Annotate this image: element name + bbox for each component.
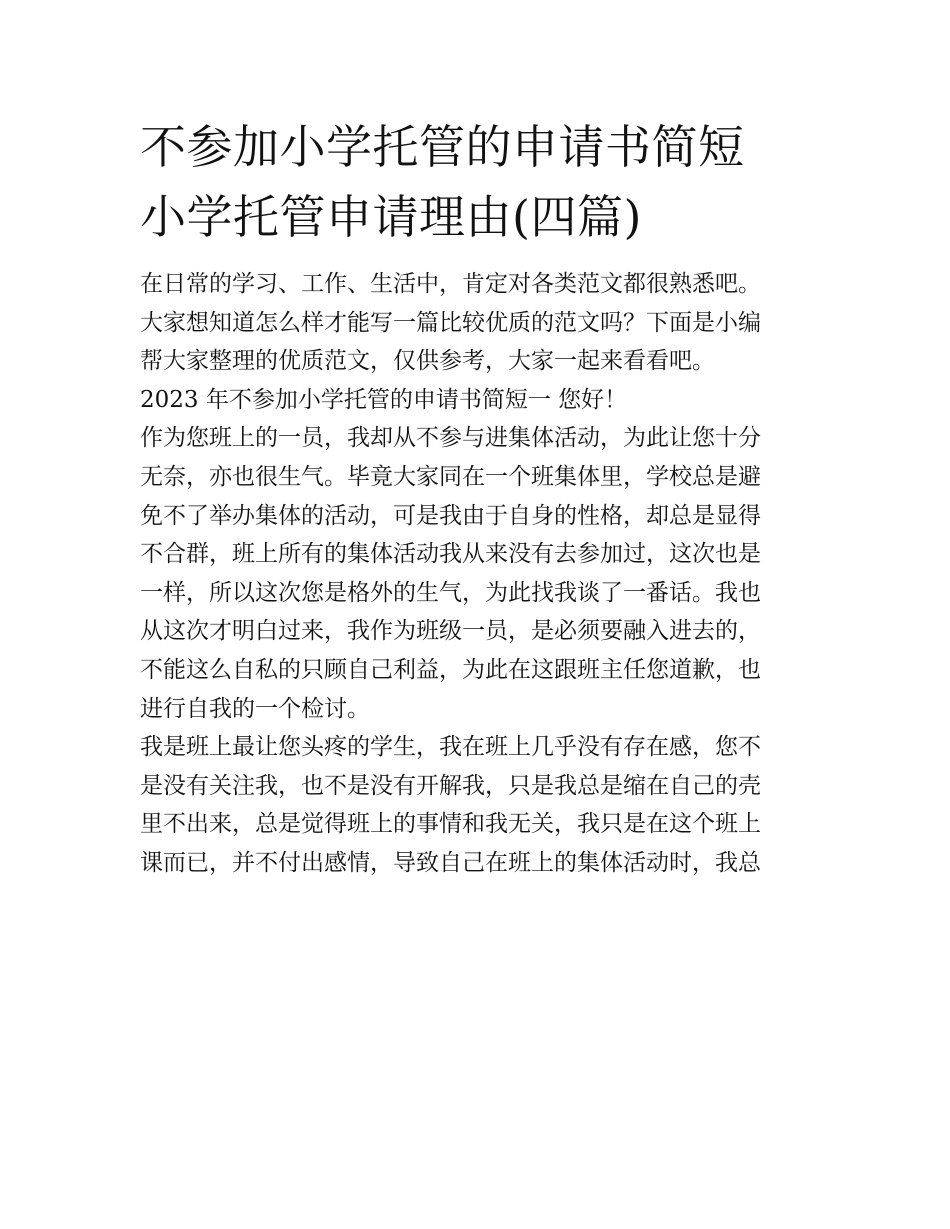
text-line: 是没有关注我，也不是没有开解我，只是我总是缩在自己的壳 (140, 772, 761, 799)
text-line: 无奈，亦也很生气。毕竟大家同在一个班集体里，学校总是避 (140, 463, 761, 490)
paragraph-heading (140, 381, 815, 420)
text-line: 帮大家整理的优质范文，仅供参考，大家一起来看看吧。 (140, 348, 715, 375)
title-line: 不参加小学托管的申请书简短 (140, 120, 745, 174)
text-line: 进行自我的一个检讨。 (140, 695, 370, 722)
text-line: 一样，所以这次您是格外的生气，为此找我谈了一番话。我也 (140, 579, 761, 606)
title-line: 小学托管申请理由(四篇) (140, 190, 642, 244)
text-line: 从这次才明白过来，我作为班级一员，是必须要融入进去的， (140, 618, 761, 645)
document-body (140, 265, 815, 883)
text-line: 在日常的学习、工作、生活中，肯定对各类范文都很熟悉吧。 (140, 271, 761, 297)
text-line: 大家想知道怎么样才能写一篇比较优质的范文吗？下面是小编 (140, 309, 761, 336)
text-line: 我是班上最让您头疼的学生，我在班上几乎没有存在感，您不 (140, 734, 761, 761)
paragraph-intro (140, 265, 815, 381)
text-line: 里不出来，总是觉得班上的事情和我无关，我只是在这个班上 (140, 811, 761, 838)
text-line: 课而已，并不付出感情，导致自己在班上的集体活动时，我总 (140, 849, 761, 876)
text-line: 不能这么自私的只顾自己利益，为此在这跟班主任您道歉，也 (140, 656, 761, 683)
text-line: 不合群，班上所有的集体活动我从来没有去参加过，这次也是 (140, 541, 761, 568)
text-line: 免不了举办集体的活动，可是我由于自身的性格，却总是显得 (140, 502, 761, 529)
text-line: 作为您班上的一员，我却从不参与进集体活动，为此让您十分 (140, 425, 761, 452)
document-content (140, 112, 815, 883)
paragraph-body (140, 419, 815, 728)
paragraph-body (140, 728, 815, 882)
document-title (140, 112, 815, 252)
text-line: 2023 年不参加小学托管的申请书简短一 您好！ (140, 386, 628, 413)
